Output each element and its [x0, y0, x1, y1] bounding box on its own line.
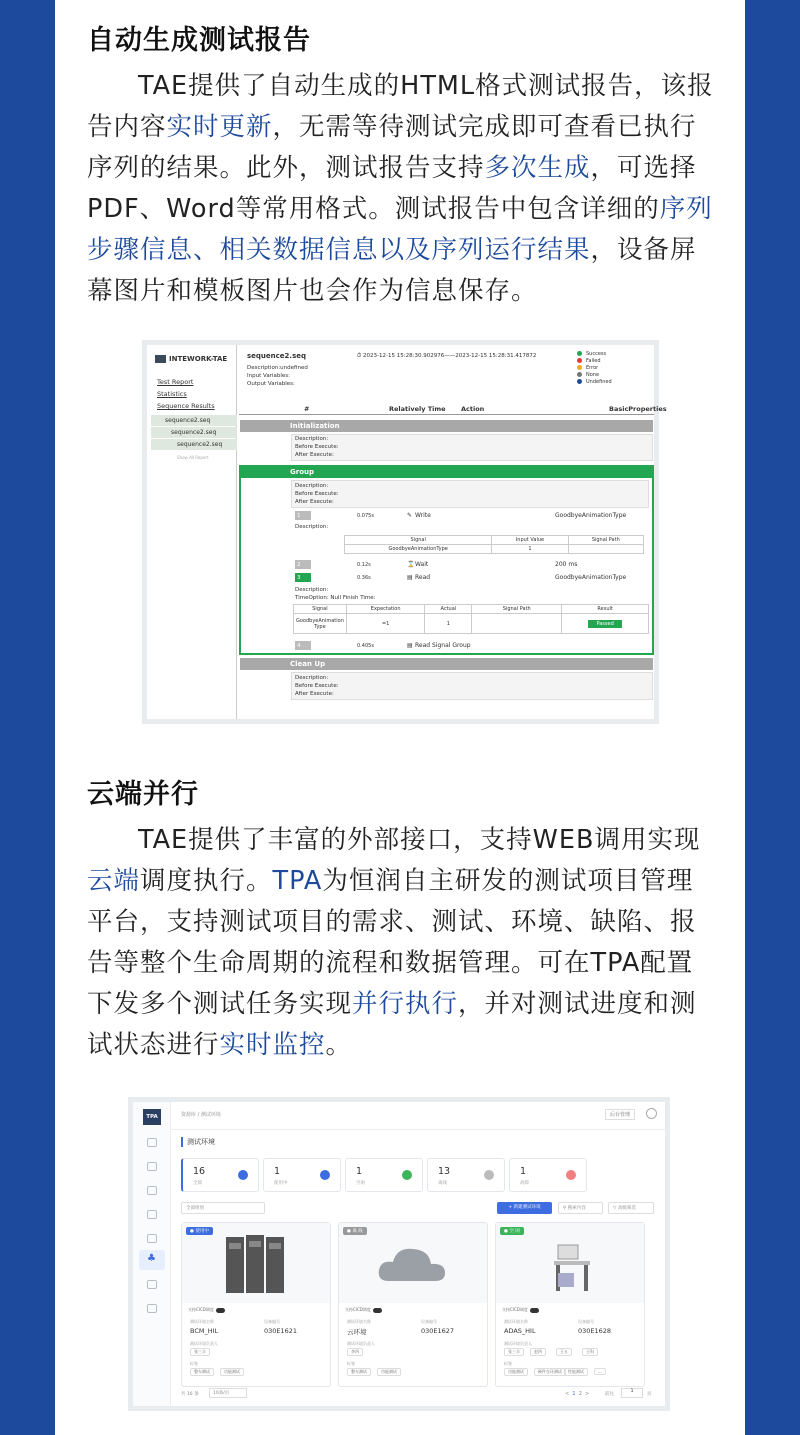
env-card[interactable]: [495, 1222, 645, 1387]
section-title-cloud: 云端并行: [87, 779, 199, 810]
status-icon: [484, 1170, 494, 1180]
report-logo: INTEWORK-TAE: [155, 355, 227, 363]
report-time-range: ⏱ 2023-12-15 15:28:30.902976——2023-12-15 15:28:31.417872: [357, 353, 537, 359]
status-icon: [402, 1170, 412, 1180]
section-paragraph-report: [87, 66, 719, 312]
legend-item: Success: [577, 351, 612, 358]
tpa-logo: TPA: [143, 1109, 161, 1125]
section-clean-up[interactable]: Clean Up: [240, 658, 653, 670]
highlight-text: TPA: [272, 866, 323, 896]
group-desc: Description: Before Execute: After Execute:: [295, 483, 339, 505]
show-all-report-link[interactable]: Show All Report: [177, 455, 209, 460]
page-size-select[interactable]: 10条/页: [209, 1388, 247, 1398]
total-count: 共 16 条: [181, 1392, 199, 1397]
field-label: 设备编号: [421, 1319, 437, 1324]
initialization-desc: Description: Before Execute: After Execute:: [295, 436, 339, 458]
read-icon: ▤: [407, 642, 413, 649]
advanced-filter-button[interactable]: ▽ 高级筛选: [608, 1202, 654, 1214]
list-icon[interactable]: [147, 1234, 157, 1243]
stat-label: 全部: [193, 1181, 202, 1186]
report-sidebar: [147, 345, 237, 719]
body-text: ，无需等待测试完成即可查看已执行序列的结果。此外，测试报告支持: [87, 112, 697, 183]
status-icon: [566, 1170, 576, 1180]
owner-tag[interactable]: 王科: [582, 1348, 598, 1356]
env-name: BCM_HIL: [190, 1327, 219, 1335]
body-text: ，可选择PDF、Word等常用格式。测试报告中包含详细的: [87, 153, 697, 224]
owner-tag[interactable]: 张三丰: [190, 1348, 210, 1356]
highlight-text: 实时监控: [219, 1030, 326, 1060]
highlight-text: 并行执行: [352, 989, 459, 1019]
page-title: 测试环境: [181, 1137, 215, 1147]
tpa-screenshot: [128, 1097, 670, 1411]
group-filter-select[interactable]: 全部组别: [181, 1202, 265, 1214]
stat-card[interactable]: [345, 1158, 423, 1192]
env-image: [339, 1223, 487, 1303]
hourglass-icon: ⌛: [407, 561, 415, 568]
legend-item: Error: [577, 365, 612, 372]
field-label: 测试环境名称: [504, 1319, 528, 1324]
field-label: 测试环境负责人: [190, 1341, 218, 1346]
stat-count: 13: [438, 1166, 451, 1177]
breadcrumb[interactable]: 资源库 / 测试环境: [181, 1112, 221, 1118]
body-text: TAE提供了丰富的外部接口，支持WEB调用实现: [138, 825, 701, 855]
field-label: 设备编号: [264, 1319, 280, 1324]
avatar-icon[interactable]: [646, 1108, 657, 1119]
status-dot-icon: [577, 372, 582, 377]
read-step-desc: Description: TimeOption: Null Finish Time:: [295, 587, 376, 601]
step-desc: Description:: [295, 524, 329, 530]
field-label: 设备编号: [578, 1319, 594, 1324]
cicd-toggle[interactable]: 支持CICD调度: [502, 1307, 539, 1313]
env-card[interactable]: [181, 1222, 331, 1387]
image-icon[interactable]: [147, 1280, 157, 1289]
step-row[interactable]: 4 0.405s ▤ Read Signal Group: [297, 642, 471, 649]
stat-label: 故障: [520, 1181, 529, 1186]
stat-card[interactable]: [509, 1158, 587, 1192]
status-badge: ● 离 线: [343, 1227, 367, 1235]
menu-icon[interactable]: [147, 1162, 157, 1171]
doc-icon[interactable]: [147, 1186, 157, 1195]
body-text: ，并对测试进度和测试状态进行: [87, 989, 697, 1060]
stat-count: 1: [356, 1166, 363, 1177]
read-signal-table: Signal Expectation Actual Signal Path Result GoodbyeAnimation Type =1 1 Passed: [293, 604, 649, 634]
highlight-text: 序列步骤信息、相关数据信息以及序列运行结果: [87, 194, 713, 265]
status-dot-icon: [577, 379, 582, 384]
report-file-name: sequence2.seq: [247, 352, 306, 360]
label-tag[interactable]: 整车测试: [347, 1368, 371, 1376]
stat-card[interactable]: [427, 1158, 505, 1192]
section-title-report: 自动生成测试报告: [87, 25, 311, 56]
stat-label: 空闲: [356, 1181, 365, 1186]
search-input[interactable]: ⚲ 搜索内容: [558, 1202, 603, 1214]
label-tag[interactable]: ...: [594, 1368, 606, 1375]
stat-count: 16: [193, 1166, 206, 1177]
clock-icon[interactable]: [147, 1210, 157, 1219]
tree-item[interactable]: sequence2.seq: [151, 415, 237, 426]
env-image: [182, 1223, 330, 1303]
status-dot-icon: [577, 351, 582, 356]
write-signal-table: Signal Input Value Signal Path GoodbyeAnimationType 1: [344, 535, 644, 554]
body-text: 。: [325, 1030, 353, 1060]
owner-tag[interactable]: 李四: [347, 1348, 363, 1356]
step-row[interactable]: 3 0.36s ▤ Read GoodbyeAnimationType: [297, 574, 627, 581]
section-paragraph-cloud: [87, 820, 719, 1066]
label-tag[interactable]: 功能测试: [220, 1368, 244, 1376]
new-env-button[interactable]: + 新建测试环境: [497, 1202, 552, 1214]
legend-item: Failed: [577, 358, 612, 365]
field-label: 标签: [190, 1361, 198, 1366]
label-tag[interactable]: 功能测试: [504, 1368, 528, 1376]
field-label: 标签: [504, 1361, 512, 1366]
stat-label: 使用中: [274, 1181, 288, 1186]
field-label: 测试环境名称: [190, 1319, 214, 1324]
field-label: 测试环境负责人: [504, 1341, 532, 1346]
legend-item: Undefined: [577, 379, 612, 386]
article-page: [55, 0, 745, 1435]
env-card[interactable]: [338, 1222, 488, 1387]
goto-unit: 页: [647, 1392, 652, 1397]
env-name: ADAS_HIL: [504, 1327, 536, 1335]
report-meta: Description:undefined Input Variables: Output Variables:: [247, 365, 308, 387]
tpa-topbar: [171, 1102, 665, 1130]
section-group[interactable]: Group: [240, 466, 653, 478]
step-row[interactable]: 1 0.075s ✎ Write GoodbyeAnimationType: [297, 512, 627, 519]
read-icon: ▤: [407, 574, 413, 581]
report-icon[interactable]: [147, 1304, 157, 1313]
owner-tag[interactable]: 张三丰: [504, 1348, 524, 1356]
nav-test-report[interactable]: Test Report: [157, 378, 194, 386]
highlight-text: 云端: [87, 866, 141, 896]
field-label: 测试环境负责人: [347, 1341, 375, 1346]
tpa-sidebar: [133, 1102, 171, 1406]
body-text: ，设备屏幕图片和模板图片也会作为信息保存。: [87, 235, 697, 306]
nav-statistics[interactable]: Statistics: [157, 390, 187, 398]
passed-badge: Passed: [588, 620, 621, 628]
status-dot-icon: [577, 358, 582, 363]
status-icon: [238, 1170, 248, 1180]
owner-tag[interactable]: 赵四: [530, 1348, 546, 1356]
cicd-toggle[interactable]: 支持CICD调度: [345, 1307, 382, 1313]
owner-tag[interactable]: 王五: [556, 1348, 572, 1356]
field-label: 测试环境名称: [347, 1319, 371, 1324]
cicd-toggle[interactable]: 支持CICD调度: [188, 1307, 225, 1313]
body-text: 调度执行。: [140, 866, 273, 896]
cleanup-desc: Description: Before Execute: After Execute:: [295, 675, 339, 697]
section-initialization[interactable]: Initialization: [240, 420, 653, 432]
stat-count: 1: [274, 1166, 281, 1177]
tree-item[interactable]: sequence2.seq: [151, 439, 237, 450]
stat-card[interactable]: [181, 1158, 259, 1192]
device-code: 030E1627: [421, 1327, 455, 1335]
env-image: [496, 1223, 644, 1303]
label-tag[interactable]: 功能测试: [377, 1368, 401, 1376]
report-columns-header: # Relatively Time Action BasicProperties: [239, 402, 654, 415]
home-icon[interactable]: [147, 1138, 157, 1147]
highlight-text: 多次生成: [484, 153, 591, 183]
stat-label: 离线: [438, 1181, 447, 1186]
stat-count: 1: [520, 1166, 527, 1177]
status-badge: ● 使用中: [186, 1227, 213, 1235]
nav-sequence-results[interactable]: Sequence Results: [157, 402, 215, 410]
write-icon: ✎: [407, 512, 413, 519]
admin-button[interactable]: 后台管理: [605, 1109, 635, 1120]
device-code: 030E1621: [264, 1327, 298, 1335]
highlight-text: 实时更新: [166, 112, 273, 142]
env-name: 云环境: [347, 1328, 367, 1336]
label-tag[interactable]: 整车测试: [190, 1368, 214, 1376]
device-code: 030E1628: [578, 1327, 612, 1335]
label-tag[interactable]: 硬件在环测试: [534, 1368, 566, 1376]
legend-item: None: [577, 372, 612, 379]
legend: [577, 351, 612, 386]
status-icon: [320, 1170, 330, 1180]
goto-input[interactable]: 1: [621, 1388, 643, 1398]
body-text: 为恒润自主研发的测试项目管理平台，支持测试项目的需求、测试、环境、缺陷、报告等整个生命周期的流程和数据管理。可在TPA配置下发多个测试任务实现: [87, 866, 697, 1019]
status-dot-icon: [577, 365, 582, 370]
label-tag[interactable]: 性能测试: [564, 1368, 588, 1376]
cluster-icon[interactable]: ♣: [139, 1250, 165, 1270]
stat-card[interactable]: [263, 1158, 341, 1192]
pagination[interactable]: < 1 2 >: [565, 1391, 590, 1397]
goto-label: 前往: [605, 1392, 614, 1397]
step-row[interactable]: 2 0.12s ⌛ Wait 200 ms: [297, 561, 578, 568]
body-text: TAE提供了自动生成的HTML格式测试报告，该报告内容: [87, 71, 714, 142]
tree-item[interactable]: sequence2.seq: [151, 427, 237, 438]
status-badge: ● 空 闲: [500, 1227, 524, 1235]
test-report-screenshot: [142, 340, 667, 724]
field-label: 标签: [347, 1361, 355, 1366]
